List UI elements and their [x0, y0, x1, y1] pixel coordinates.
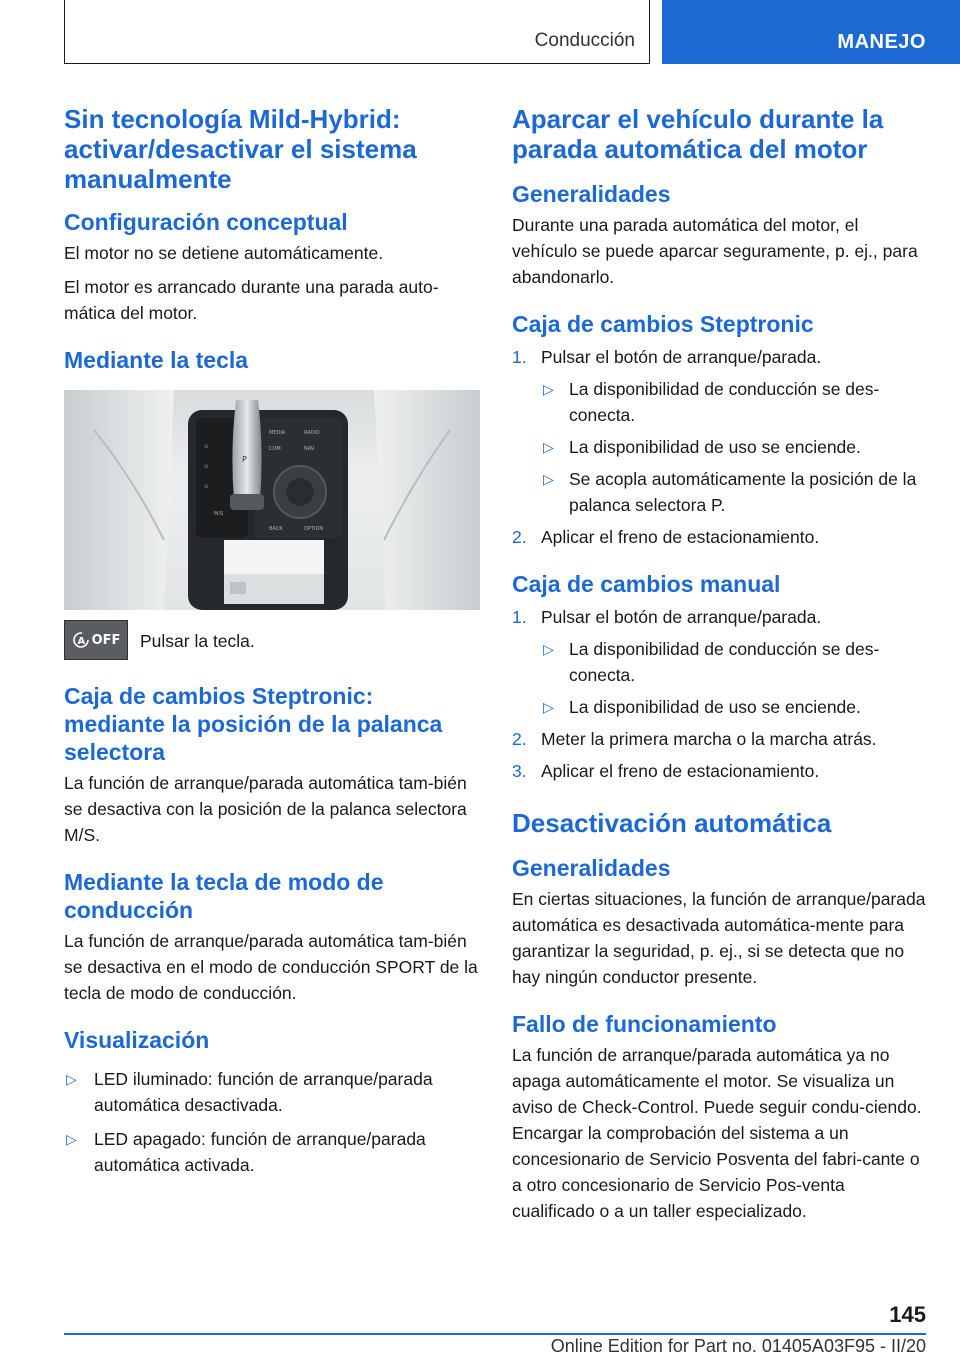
- svg-text:⊙: ⊙: [204, 444, 209, 450]
- off-icon-label: OFF: [91, 632, 121, 648]
- triangle-bullet-icon: ▷: [543, 699, 554, 715]
- triangle-bullet-icon: ▷: [543, 381, 554, 397]
- chapter-tab[interactable]: [662, 0, 960, 64]
- section-title: Conducción: [534, 30, 635, 51]
- display-list: [64, 1066, 480, 1178]
- svg-text:MEDIA: MEDIA: [269, 430, 286, 436]
- fault-heading: Fallo de funcionamiento: [512, 1011, 777, 1037]
- chapter-tab-label: MANEJO: [837, 31, 926, 53]
- list-item: 2. Aplicar el freno de estacionamiento.: [512, 527, 820, 547]
- list-item: ▷ La disponibilidad de conducción se des‐conecta.: [541, 636, 926, 688]
- auto-deactivation-heading: Desactivación automática: [512, 808, 832, 838]
- svg-text:M/S: M/S: [214, 511, 224, 517]
- fault-paragraph: La función de arranque/parada automática ya no apaga automáticamente el motor. Se visualiza un aviso de Check-Control. Puede seguir condu‐ciendo. Encargar la comprobación del sistema a un concesionario de Servicio Posventa del fabri‐cante o a otro concesionario de Servicio Pos‐venta cualificado o a un taller especializado.: [512, 1045, 922, 1221]
- page-number: 145: [889, 1302, 926, 1327]
- steptronic-selector-paragraph: La función de arranque/parada automática tam‐bién se desactiva con la posición de la palanca selectora M/S.: [64, 773, 467, 845]
- display-heading: Visualización: [64, 1027, 210, 1053]
- triangle-bullet-icon: ▷: [66, 1131, 77, 1147]
- svg-text:COM: COM: [269, 446, 281, 452]
- svg-text:P: P: [242, 455, 247, 464]
- steptronic-selector-heading: Caja de cambios Steptronic: mediante la posición de la palanca selectora: [64, 683, 443, 765]
- concept-heading: Configuración conceptual: [64, 209, 348, 235]
- general-heading: Generalidades: [512, 181, 671, 207]
- right-column: [512, 104, 926, 1224]
- button-heading: Mediante la tecla: [64, 347, 249, 373]
- general-paragraph: Durante una parada automática del motor, el vehículo se puede aparcar seguramente, p. ej., para abandonarlo.: [512, 215, 918, 287]
- right-title: Aparcar el vehículo durante la parada automática del motor: [512, 104, 884, 164]
- triangle-bullet-icon: ▷: [543, 641, 554, 657]
- list-item: ▷ La disponibilidad de uso se enciende.: [541, 694, 926, 720]
- header-frame: [64, 0, 650, 64]
- svg-text:⊙: ⊙: [204, 464, 209, 470]
- list-item: 1. Pulsar el botón de arranque/parada.: [512, 607, 822, 627]
- steptronic-steps: [512, 344, 926, 370]
- list-item: 3. Aplicar el freno de estacionamiento.: [512, 761, 820, 781]
- auto-a-icon: [72, 631, 90, 649]
- steptronic-substeps: [512, 376, 926, 518]
- button-instruction-row: [64, 620, 480, 660]
- console-illustration: [64, 390, 480, 610]
- svg-text:OPTION: OPTION: [304, 526, 324, 532]
- list-item: ▷ Se acopla automáticamente la posición de la palanca selectora P.: [541, 466, 926, 518]
- concept-paragraph-1: El motor no se detiene automáticamente.: [64, 243, 384, 263]
- auto-general-paragraph: En ciertas situaciones, la función de arranque/parada automática es desactivada automática‐mente para garantizar la seguridad, p. ej., si se detecta que no hay ningún conductor presente.: [512, 889, 926, 987]
- list-item: ▷ LED apagado: función de arranque/parada automática activada.: [64, 1126, 480, 1178]
- manual-substeps: [512, 636, 926, 720]
- auto-start-stop-off-icon: [64, 620, 128, 660]
- auto-general-heading: Generalidades: [512, 855, 671, 881]
- driving-mode-heading: Mediante la tecla de modo de conducción: [64, 869, 384, 923]
- list-item: ▷ La disponibilidad de conducción se des‐conecta.: [541, 376, 926, 428]
- driving-mode-paragraph: La función de arranque/parada automática tam‐bién se desactiva en el modo de conducción SPORT de la tecla de modo de conducción.: [64, 931, 478, 1003]
- svg-text:NAV: NAV: [304, 446, 315, 452]
- manual-steps-cont: [512, 726, 926, 784]
- list-item: 2. Meter la primera marcha o la marcha atrás.: [512, 729, 877, 749]
- svg-text:A: A: [77, 636, 85, 647]
- footer-divider: [64, 1333, 926, 1335]
- triangle-bullet-icon: ▷: [543, 471, 554, 487]
- triangle-bullet-icon: ▷: [543, 439, 554, 455]
- left-title: Sin tecnología Mild-Hybrid: activar/desactivar el sistema manualmente: [64, 104, 417, 194]
- triangle-bullet-icon: ▷: [66, 1071, 77, 1087]
- manual-heading: Caja de cambios manual: [512, 571, 781, 597]
- svg-text:RADIO: RADIO: [304, 430, 320, 436]
- svg-text:BACK: BACK: [269, 526, 283, 532]
- svg-text:⊙: ⊙: [204, 484, 209, 490]
- button-text: Pulsar la tecla.: [140, 631, 255, 651]
- list-item: 1. Pulsar el botón de arranque/parada.: [512, 347, 822, 367]
- left-column: [64, 104, 480, 1178]
- list-item: ▷ LED iluminado: función de arranque/parada automática desactivada.: [64, 1066, 480, 1118]
- list-item: ▷ La disponibilidad de uso se enciende.: [541, 434, 926, 460]
- concept-paragraph-2: El motor es arrancado durante una parada auto‐mática del motor.: [64, 277, 439, 323]
- footer-edition: Online Edition for Part no. 01405A03F95 - II/20: [550, 1336, 926, 1356]
- steptronic-heading: Caja de cambios Steptronic: [512, 311, 814, 337]
- gear-selector-console-photo: [64, 390, 480, 610]
- steptronic-steps-cont: [512, 524, 926, 550]
- manual-steps: [512, 604, 926, 630]
